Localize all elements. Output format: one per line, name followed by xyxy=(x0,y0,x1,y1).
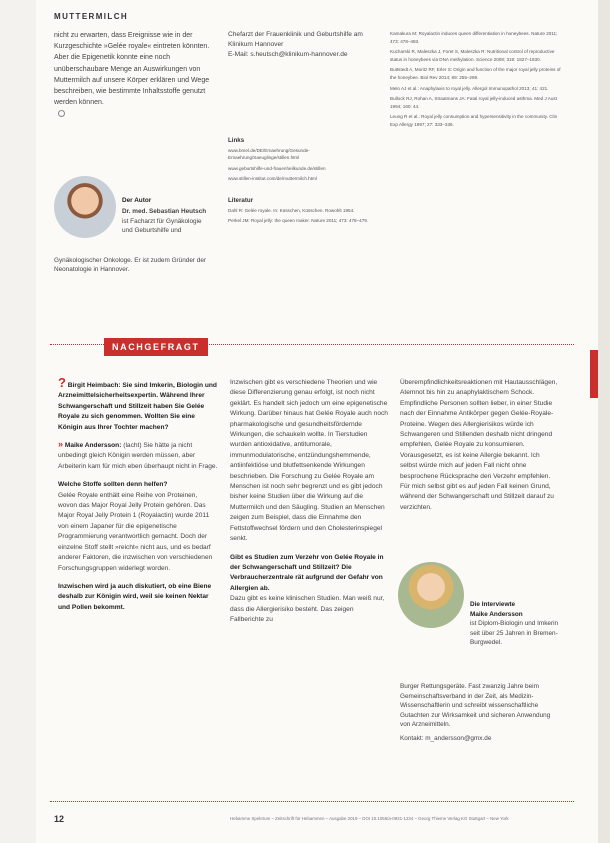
section-tab-marker xyxy=(590,350,598,398)
answerer-name: Maike Andersson: xyxy=(64,442,122,450)
author-description-2: Gynäkologischer Onkologe. Er ist zudem Gründer der Neonatologie in Hannover. xyxy=(54,257,207,274)
page-number: 12 xyxy=(54,814,65,824)
interviewee-description-block xyxy=(400,682,562,744)
question-3: Inzwischen wird ja auch diskutiert, ob eine Biene deshalb zur Königin wird, weil sie keinen Nektar und Pollen bekommt. xyxy=(58,582,212,611)
answer-4-continued: Überempfindlichkeitsreaktionen mit Hautausschlägen, Atemnot bis hin zu anaphylaktischem Schock. Empfindliche Personen sollten lieber, in einer Studie nach der Einnahme Antikörper gegen Gelée-Royale-Proteine. Wegen des Allergierisikos würde ich Schwangeren und Stillenden deshalb nicht dringend empfehlen, Gelée Royale zu konsumieren. Vorausgesetzt, es ist keine Allergie bekannt. Ich selbst würde mich auf jeden Fall nicht ohne besprochene Rücksprache den Verzehr empfehlen. Für mich selbst gibt es auf jeden Fall keinen Grund, während der Schwangerschaft und Stillzeit darauf zu verzichten. xyxy=(400,379,558,511)
literature-item: Perkel JM: Royal jelly: the queen maker. Nature 2011; 473: 478–479. xyxy=(228,218,369,224)
link-item[interactable]: www.stillen-institut.com/de/muttermilch.html xyxy=(228,176,317,182)
reference-item: Melo AJ et al.: Anaphylaxis to royal jelly. Allergol Immunopathol 2013; 41: 421. xyxy=(390,85,549,91)
contact-line-1: Chefarzt der Frauenklinik und Geburtshilfe am Klinikum Hannover xyxy=(228,31,363,49)
answer-1: (lacht) Sie hätte ja nicht unbedingt gleich Königin werden müssen, aber Arbeiterin kam für mich eben überhaupt nicht in Frage. xyxy=(58,442,218,470)
reference-item: Bullock RJ, Rohan A, Straatmans JA: Fatal royal jelly-induced asthma. Med J Aust 1994; 160: 44. xyxy=(390,96,557,109)
interviewee-photo xyxy=(398,562,464,628)
intro-paragraph: nicht zu erwarten, dass Ereignisse wie in der Kurzgeschichte »Gelée royale« eintreten könnten. Aber die Epigenetik konnte eine noch unüberschaubare Menge an Auswirkungen von Muttermilch auf unsere Körper erklären und Wege beschreiben, wie bestimmte Inhaltsstoffe genutzt werden können. xyxy=(54,32,210,107)
intro-column xyxy=(54,30,214,120)
interviewee-heading: Die Interviewte xyxy=(470,601,516,608)
reference-item: Leung R et al.: Royal jelly consumption and hypersensitivity in the community. Clin Exp Allergy 1997; 27: 333–336. xyxy=(390,114,558,127)
interview-column-2 xyxy=(230,378,388,625)
references-column xyxy=(390,30,566,132)
literature-item: Dahl R: Gelée royale. In: Küsschen, Küsschen. Rowohlt 1954. xyxy=(228,207,355,213)
contact-email[interactable]: E-Mail: s.heutsch@klinikum-hannover.de xyxy=(228,51,348,59)
answer-2: Gelée Royale enthält eine Reihe von Proteinen, wovon das Major Royal Jelly Protein gehören. Das Major Royal Jelly Protein 1 (Royalactin) wurde 2011 von einem Japaner für die epigenetische Programmierung verantwortlich gemacht. Doch der einzelne Stoff stellt »reicht« nicht aus, und es bedarf anderer Faktoren, die inzwischen von verschiedenen Forschungsgruppen widerlegt worden. xyxy=(58,491,213,572)
interviewee-contact[interactable]: Kontakt: m_andersson@gmx.de xyxy=(400,734,492,742)
interview-label: NACHGEFRAGT xyxy=(104,338,208,356)
question-mark-icon: ? xyxy=(58,375,66,390)
question-1: Birgit Heimbach: Sie sind Imkerin, Biologin und Arzneimittelsicherheitsexpertin. Während Ihrer Schwangerschaft und Stillzeit haben Sie Gelée Royale zu sich genommen. Wollten Sie eine Königin aus Ihrer Tochter machen? xyxy=(58,382,217,431)
footer-citation: Hebamme Spektrum – Zeitschrift für Hebammen – Ausgabe 2019 – DOI 10.1055/a-0831-1234 – Georg Thieme Verlag KG Stuttgart – New York xyxy=(230,816,509,821)
answer-3: Inzwischen gibt es verschiedene Theorien und wie diese Differenzierung genau erfolgt, ist noch nicht geklärt. Es handelt sich jedoch um eine epigenetische Wirkung. Darüber hinaus hat Gelée Royale auch noch pharmakologische und gesundheitsfördernde Wirkungen, die schaukeln wollte. In Tierstudien wurden antioxidative, antitumorale, immunmodulatorische, entzündungshemmende, antiinfektiöse und blutfettsenkende Wirkungen beschrieben. Die Forschung zu Gelée Royale am Menschen ist noch sehr begrenzt und es gibt jedoch bisher keine Studien über die Wirkung auf die Muttermilch und den Säugling. Studien an Menschen zeigen zum Beispiel, dass die Einnahme den Fettstoffwechsel fördern und den Cholesterinspiegel senkt. xyxy=(230,379,388,543)
author-heading: Der Autor xyxy=(122,197,152,204)
interviewee-description-2: Burger Rettungsgeräte. Fast zwanzig Jahre beim Gemeinschaftsverband in der Zeit, als Medizin-Wissenschaftlerin und schreibt wissenschaftliche Gutachten zur Wirksamkeit und sicheren Anwendung von Arzneimitteln. xyxy=(400,683,551,729)
author-description-1: ist Facharzt für Gynäkologie und Geburtshilfe und xyxy=(122,217,202,235)
end-mark-icon xyxy=(58,110,65,117)
reference-item: Kamakura M: Royalactin induces queen differentiation in honeybees. Nature 2011; 473: 478–483. xyxy=(390,31,558,44)
links-heading: Links xyxy=(228,137,245,144)
author-photo xyxy=(54,176,116,238)
link-item[interactable]: www.bmel.de/DE/Ernaehrung/Gesunde-Ernaehrung/Saeuglinge/stillen.html xyxy=(228,147,310,161)
reference-item: Kucharski R, Maleszka J, Foret S, Maleszka R: Nutritional control of reproductive status in honeybees via DNA methylation. Science 2008; 319: 1827–1830. xyxy=(390,49,555,62)
page-edge xyxy=(598,0,610,843)
author-box xyxy=(122,196,212,236)
link-item[interactable]: www.geburtshilfe-und-frauenheilkunde.de/stillen xyxy=(228,165,326,171)
reference-item: Buttstedt A, Moritz RF, Erler S: Origin and function of the major royal jelly proteins of the honeybee. Biol Rev 2014; 89: 255–269. xyxy=(390,67,561,80)
answer-arrow-icon: » xyxy=(58,439,64,450)
interviewee-box xyxy=(470,600,562,648)
question-2: Welche Stoffe sollten denn helfen? xyxy=(58,481,168,489)
literature-heading: Literatur xyxy=(228,196,254,204)
interviewee-description-1: ist Diplom-Biologin und Imkerin seit über 25 Jahren in Bremen-Burgwedel. xyxy=(470,620,559,647)
author-name: Dr. med. Sebastian Heutsch xyxy=(122,208,207,216)
contact-column xyxy=(228,30,376,61)
interview-column-1 xyxy=(58,375,218,613)
interview-column-3 xyxy=(400,378,558,513)
section-header: MUTTERMILCH xyxy=(54,12,129,21)
question-4: Gibt es Studien zum Verzehr von Gelée Royale in der Schwangerschaft und Stillzeit? Die Verbraucherzentrale rät aufgrund der Gefahr von Allergien ab. xyxy=(230,553,384,592)
interviewee-name: Maike Andersson xyxy=(470,610,523,618)
links-block xyxy=(228,130,376,228)
answer-4: Dazu gibt es keine klinischen Studien. Man weiß nur, dass die Allergierisiko besteht. Das zeigen Fallberichte zu xyxy=(230,595,385,623)
